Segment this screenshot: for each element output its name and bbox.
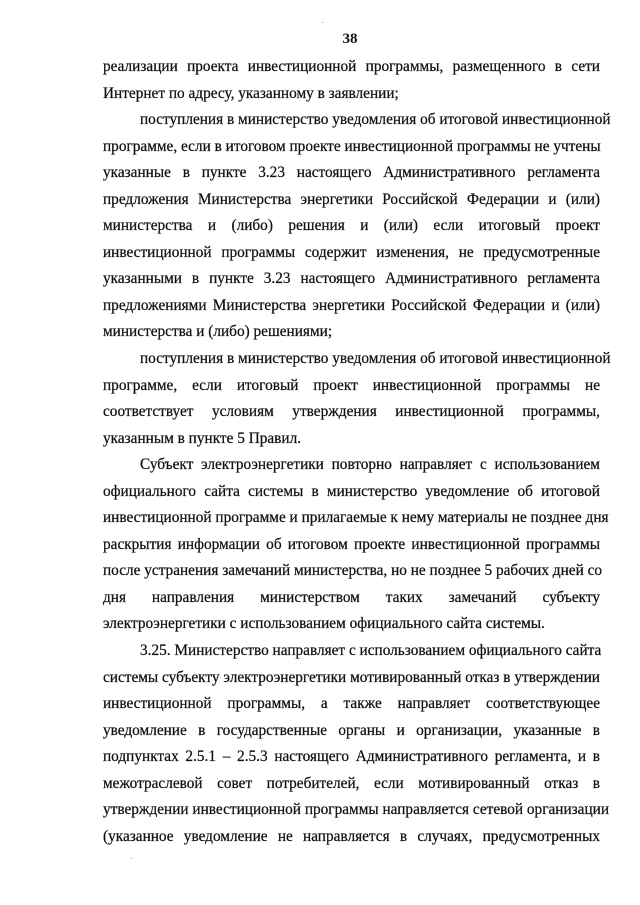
page-number: 38 bbox=[342, 31, 358, 47]
text-line: 3.25. Министерство направляет с использованием официального сайта bbox=[140, 642, 602, 660]
text-line: (указанное уведомление не направляется в случаях, предусмотренных bbox=[103, 827, 600, 845]
text-line: инвестиционной программы содержит изменения, не предусмотренные bbox=[103, 243, 600, 261]
text-line: после устранения замечаний министерства, но не позднее 5 рабочих дней со bbox=[103, 562, 603, 580]
text-line: Интернет по адресу, указанному в заявлении; bbox=[103, 84, 399, 102]
text-line: министерства и (либо) решениями; bbox=[103, 323, 333, 341]
text-line: подпунктах 2.5.1 – 2.5.3 настоящего Административного регламента, и в bbox=[103, 748, 600, 766]
scan-speck bbox=[131, 858, 132, 859]
text-line: официального сайта системы в министерство уведомление об итоговой bbox=[103, 482, 600, 500]
text-line: межотраслевой совет потребителей, если мотивированный отказ в bbox=[103, 774, 600, 792]
text-line: указанные в пункте 3.23 настоящего Административного регламента bbox=[103, 164, 600, 182]
paragraph bbox=[103, 107, 611, 346]
text-line: утверждении инвестиционной программы направляется сетевой организации bbox=[103, 801, 610, 819]
text-line: предложения Министерства энергетики Российской Федерации и (или) bbox=[103, 190, 600, 208]
text-line: раскрытия информации об итоговом проекте инвестиционной программы bbox=[103, 535, 600, 553]
paragraph bbox=[103, 346, 611, 452]
text-line: указанным в пункте 5 Правил. bbox=[103, 429, 302, 447]
text-line: дня направления министерством таких замечаний субъекту bbox=[103, 588, 600, 606]
document-body bbox=[103, 54, 611, 850]
paragraph bbox=[103, 638, 610, 850]
text-line: соответствует условиям утверждения инвестиционной программы, bbox=[103, 403, 600, 421]
text-line: инвестиционной программы, а также направляет соответствующее bbox=[103, 695, 600, 713]
text-line: электроэнергетики с использованием официального сайта системы. bbox=[103, 615, 545, 633]
text-line: уведомление в государственные органы и организации, указанные в bbox=[103, 721, 600, 739]
text-line: поступления в министерство уведомления об итоговой инвестиционной bbox=[140, 111, 611, 129]
paragraph bbox=[103, 54, 600, 107]
text-line: предложениями Министерства энергетики Российской Федерации и (или) bbox=[103, 296, 600, 314]
text-line: инвестиционной программе и прилагаемые к нему материалы не позднее дня bbox=[103, 509, 609, 527]
text-line: министерства и (либо) решения и (или) если итоговый проект bbox=[103, 217, 600, 235]
text-line: реализации проекта инвестиционной программы, размещенного в сети bbox=[103, 58, 600, 75]
text-line: системы субъекту электроэнергетики мотивированный отказ в утверждении bbox=[103, 668, 600, 686]
text-line: программе, если в итоговом проекте инвестиционной программы не учтены bbox=[103, 137, 601, 155]
text-line: Субъект электроэнергетики повторно направляет с использованием bbox=[140, 456, 600, 474]
scan-speck bbox=[322, 22, 323, 23]
text-line: программе, если итоговый проект инвестиционной программы не bbox=[103, 376, 600, 394]
text-line: указанными в пункте 3.23 настоящего Административного регламента bbox=[103, 270, 600, 288]
paragraph bbox=[103, 452, 609, 638]
text-line: поступления в министерство уведомления об итоговой инвестиционной bbox=[140, 350, 611, 368]
